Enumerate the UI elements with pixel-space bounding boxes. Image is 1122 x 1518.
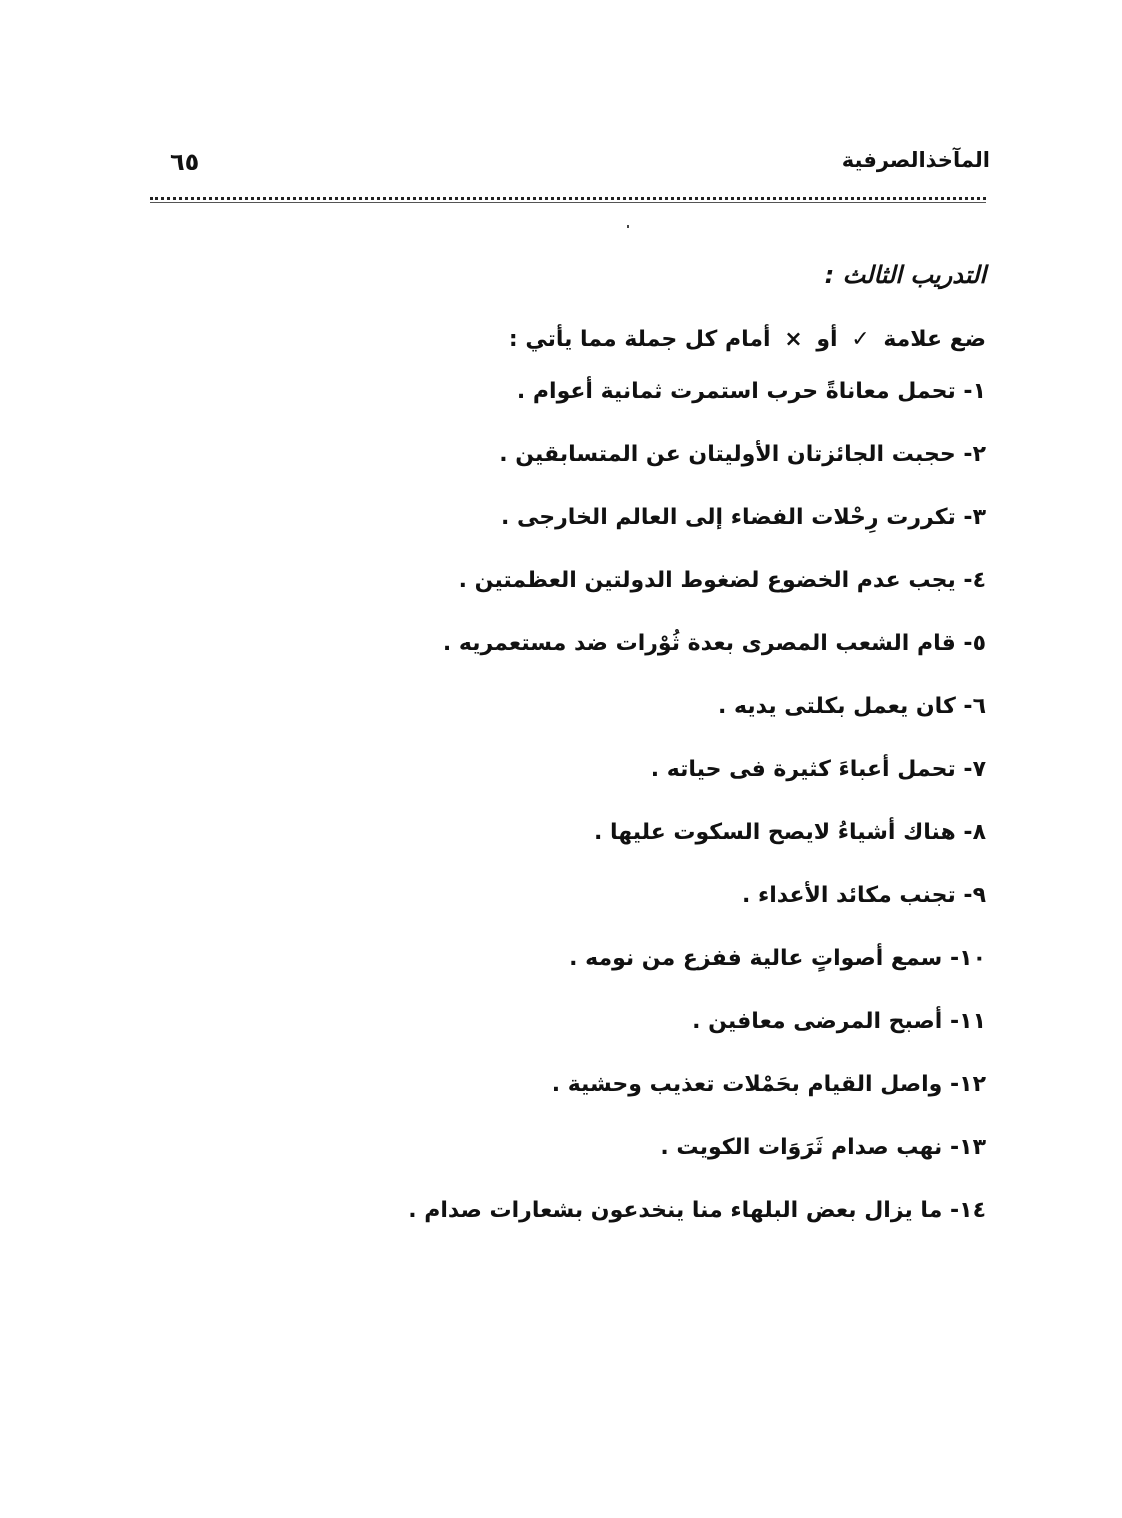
item-text: نهب صدام ثَرَوَات الكويت . bbox=[660, 1135, 943, 1160]
page-number: ٦٥ bbox=[170, 148, 200, 176]
list-item bbox=[366, 612, 986, 675]
item-number: ١٢- bbox=[950, 1072, 986, 1097]
item-text: قام الشعب المصرى بعدة ثُوْرات ضد مستعمريه . bbox=[442, 631, 956, 656]
list-item bbox=[366, 423, 986, 486]
exercise-instruction bbox=[366, 320, 986, 360]
list-item bbox=[366, 675, 986, 738]
item-number: ١١- bbox=[950, 1009, 986, 1034]
instruction-text-after: أمام كل جملة مما يأتي : bbox=[508, 327, 771, 352]
item-number: ٤- bbox=[963, 568, 986, 593]
check-mark-icon: ✓ bbox=[851, 327, 870, 352]
list-item bbox=[366, 360, 986, 423]
item-number: ١٠- bbox=[950, 946, 986, 971]
item-text: يجب عدم الخضوع لضغوط الدولتين العظمتين . bbox=[458, 568, 956, 593]
item-number: ٨- bbox=[963, 820, 986, 845]
item-text: تحمل أعباءَ كثيرة فى حياته . bbox=[650, 757, 956, 782]
list-item bbox=[366, 1053, 986, 1116]
item-text: واصل القيام بحَمْلات تعذيب وحشية . bbox=[551, 1072, 943, 1097]
exercise-title: التدريب الثالث : bbox=[824, 261, 986, 289]
page-header bbox=[150, 140, 990, 180]
list-item bbox=[366, 927, 986, 990]
item-text: هناك أشياءُ لايصح السكوت عليها . bbox=[593, 820, 956, 845]
item-number: ٥- bbox=[963, 631, 986, 656]
instruction-or: أو bbox=[816, 327, 838, 352]
cross-mark-icon: × bbox=[784, 327, 803, 352]
list-item bbox=[366, 486, 986, 549]
header-divider bbox=[150, 197, 986, 200]
list-item bbox=[366, 1179, 986, 1242]
exercise-items bbox=[366, 360, 986, 1242]
list-item bbox=[366, 738, 986, 801]
item-number: ١٤- bbox=[950, 1198, 986, 1223]
item-number: ٣- bbox=[963, 505, 986, 530]
item-text: سمع أصواتٍ عالية ففزع من نومه . bbox=[569, 946, 943, 971]
item-number: ٢- bbox=[963, 442, 986, 467]
list-item bbox=[366, 549, 986, 612]
item-number: ٧- bbox=[963, 757, 986, 782]
item-text: ما يزال بعض البلهاء منا ينخدعون بشعارات صدام . bbox=[408, 1198, 943, 1223]
item-text: تجنب مكائد الأعداء . bbox=[741, 883, 956, 908]
item-text: تكررت رِحْلات الفضاء إلى العالم الخارجى . bbox=[501, 505, 956, 530]
list-item bbox=[366, 864, 986, 927]
exercise-section bbox=[366, 255, 986, 1242]
running-title: المآخذالصرفية bbox=[841, 148, 990, 172]
list-item bbox=[366, 801, 986, 864]
item-text: كان يعمل بكلتى يديه . bbox=[718, 694, 956, 719]
item-number: ١- bbox=[963, 379, 986, 404]
item-number: ١٣- bbox=[950, 1135, 986, 1160]
instruction-text-before: ضع علامة bbox=[883, 327, 986, 352]
item-text: تحمل معاناةً حرب استمرت ثمانية أعوام . bbox=[516, 379, 956, 404]
item-text: أصبح المرضى معافين . bbox=[692, 1009, 943, 1034]
header-divider-line bbox=[150, 202, 986, 203]
list-item bbox=[366, 1116, 986, 1179]
item-number: ٩- bbox=[963, 883, 986, 908]
item-number: ٦- bbox=[963, 694, 986, 719]
list-item bbox=[366, 990, 986, 1053]
item-text: حجبت الجائزتان الأوليتان عن المتسابقين . bbox=[499, 442, 956, 467]
scan-speck bbox=[627, 225, 629, 228]
